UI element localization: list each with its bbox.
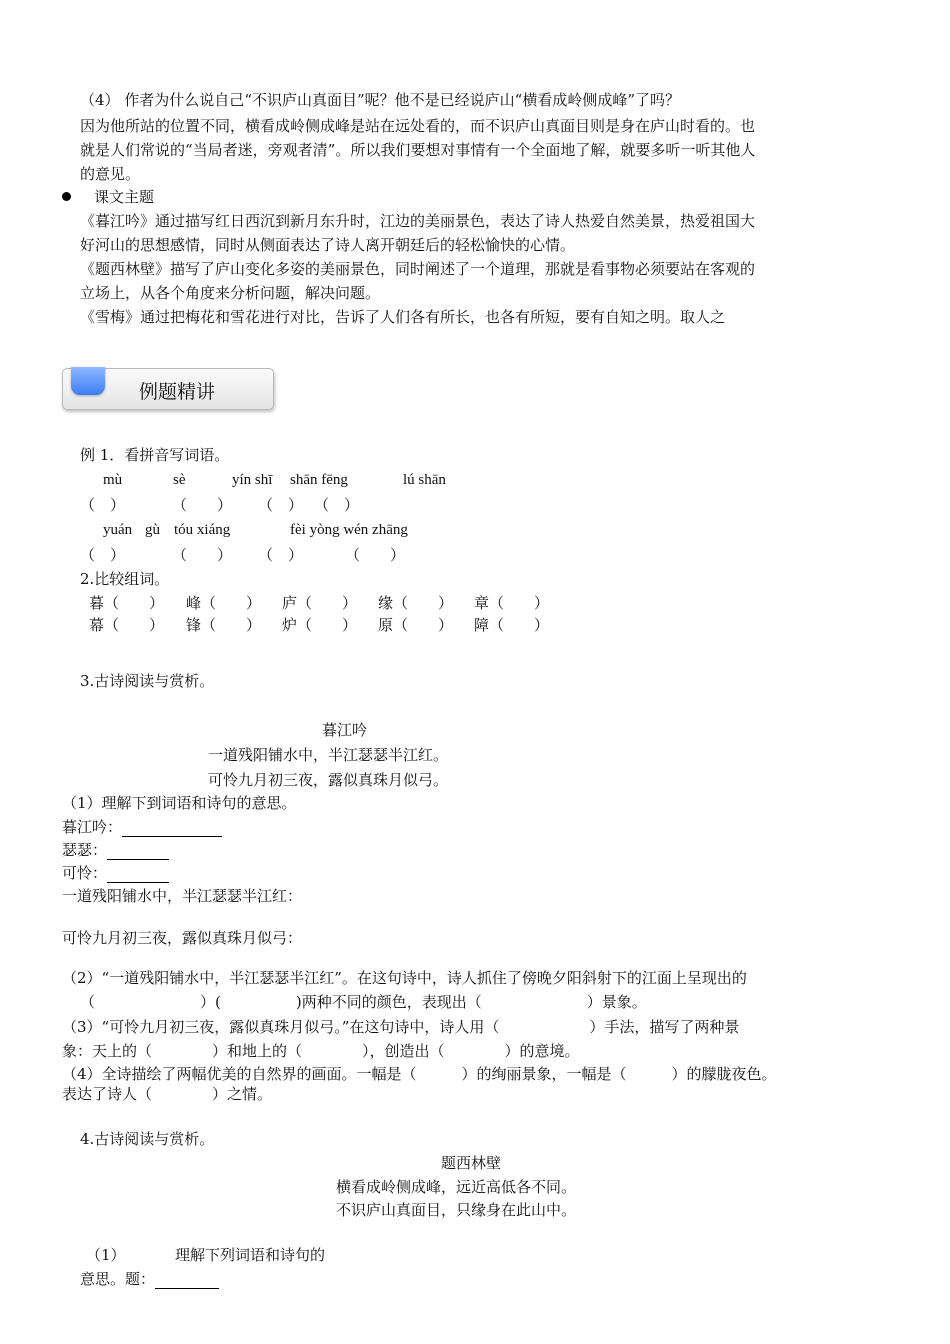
answer-blank[interactable]: [122, 820, 222, 837]
answer-blank[interactable]: [107, 866, 169, 883]
pinyin: yín shī: [232, 472, 273, 488]
bookmark-tab-icon: [71, 367, 105, 395]
answer-bracket[interactable]: （ ）: [314, 496, 360, 514]
poem-line: 可怜九月初三夜，露似真珠月似弓。: [208, 771, 449, 789]
answer-bracket[interactable]: （ ）: [80, 546, 126, 564]
pinyin: sè: [173, 472, 186, 488]
answer-blank[interactable]: [107, 843, 169, 860]
pinyin: mù: [103, 472, 123, 488]
ex1-title: 例 1．看拼音写词语。: [80, 446, 230, 464]
compare-item[interactable]: 障（ ）: [474, 616, 550, 634]
ex3-q3-blanks[interactable]: 象：天上的（ ）和地上的（ ），创造出（ ）的意境。: [62, 1042, 580, 1060]
compare-item[interactable]: 庐（ ）: [282, 594, 358, 612]
answer-bracket[interactable]: （ ）: [172, 496, 233, 514]
poem-line: 横看成岭侧成峰，远近高低各不同。: [336, 1178, 577, 1196]
ex3-q4-blanks[interactable]: 表达了诗人（ ）之情。: [62, 1085, 273, 1103]
q4-answer-line: 因为他所站的位置不同，横看成岭侧成峰是站在远处看的，而不识庐山真面目则是身在庐山时看的。也: [80, 117, 756, 135]
section-badge: [62, 368, 274, 410]
ex3-q2: （2）“一道残阳铺水中，半江瑟瑟半江红”。在这句诗中，诗人抓住了傍晚夕阳斜射下的江面上呈现出的: [62, 969, 747, 987]
compare-item[interactable]: 原（ ）: [378, 616, 454, 634]
pinyin: shān fēng: [290, 472, 348, 488]
compare-item[interactable]: 峰（ ）: [186, 594, 262, 612]
ex4-q1-label: （1）: [86, 1246, 126, 1264]
word-row: [62, 863, 169, 883]
q4-answer-line: 就是人们常说的“当局者迷，旁观者清”。所以我们要想对事情有一个全面地了解，就要多听一听其他人: [80, 141, 756, 159]
theme-line: 《题西林壁》描写了庐山变化多姿的美丽景色，同时阐述了一个道理，那就是看事物必须要站在客观的: [80, 260, 756, 278]
ex3-q3: （3）“可怜九月初三夜，露似真珠月似弓。”在这句诗中，诗人用（ ）手法，描写了两种景: [62, 1018, 740, 1036]
compare-item[interactable]: 缘（ ）: [378, 594, 454, 612]
word-label: 意思。题：: [80, 1270, 156, 1288]
sentence-label: 可怜九月初三夜，露似真珠月似弓：: [62, 929, 303, 947]
ex3-q1: （1）理解下到词语和诗句的意思。: [62, 794, 297, 812]
compare-item[interactable]: 幕（ ）: [89, 616, 165, 634]
compare-item[interactable]: 暮（ ）: [89, 594, 165, 612]
bullet-icon: [62, 192, 71, 201]
ex3-q4: （4）全诗描绘了两幅优美的自然界的画面。一幅是（ ）的绚丽景象，一幅是（ ）的朦胧夜色。: [62, 1065, 777, 1083]
theme-line: 《雪梅》通过把梅花和雪花进行对比，告诉了人们各有所长，也各有所短，要有自知之明。取人之: [80, 308, 726, 326]
ex4-q1-text: 理解下列词语和诗句的: [175, 1246, 326, 1264]
word-row: [80, 1269, 219, 1289]
pinyin: fèi yòng wén zhāng: [290, 522, 408, 538]
ex3-title: 3.古诗阅读与赏析。: [80, 672, 215, 690]
poem-line: 不识庐山真面目，只缘身在此山中。: [336, 1201, 577, 1219]
sentence-label: 一道残阳铺水中，半江瑟瑟半江红：: [62, 887, 303, 905]
answer-bracket[interactable]: （ ）: [258, 546, 304, 564]
theme-heading: 课文主题: [94, 188, 155, 206]
ex2-title: 2.比较组词。: [80, 570, 170, 588]
word-label: 可怜：: [62, 864, 108, 882]
word-row: [62, 817, 222, 837]
q4-answer-line: 的意见。: [80, 165, 141, 183]
word-label: 瑟瑟：: [62, 841, 108, 859]
ex3-q2-blanks[interactable]: （ ）( )两种不同的颜色，表现出（ ）景象。: [80, 993, 647, 1011]
pinyin: lú shān: [403, 472, 446, 488]
answer-blank[interactable]: [155, 1272, 219, 1289]
pinyin: yuán: [103, 522, 133, 538]
compare-item[interactable]: 炉（ ）: [282, 616, 358, 634]
word-row: [62, 840, 169, 860]
section-badge-title: 例题精讲: [139, 381, 216, 403]
pinyin: gù: [145, 522, 160, 538]
pinyin: tóu xiáng: [174, 522, 231, 538]
answer-bracket[interactable]: （ ）: [80, 496, 126, 514]
ex4-title: 4.古诗阅读与赏析。: [80, 1130, 215, 1148]
answer-bracket[interactable]: （ ）: [172, 546, 233, 564]
answer-bracket[interactable]: （ ）: [258, 496, 304, 514]
answer-bracket[interactable]: （ ）: [345, 546, 406, 564]
theme-line: 好河山的思想感情，同时从侧面表达了诗人离开朝廷后的轻松愉快的心情。: [80, 236, 576, 254]
theme-line: 立场上，从各个角度来分析问题，解决问题。: [80, 284, 381, 302]
word-label: 暮江吟：: [62, 818, 123, 836]
theme-line: 《暮江吟》通过描写红日西沉到新月东升时，江边的美丽景色，表达了诗人热爱自然美景，热爱祖国大: [80, 212, 756, 230]
q4-question: （4） 作者为什么说自己“不识庐山真面目”呢？他不是已经说庐山“横看成岭侧成峰”了吗？: [80, 91, 680, 109]
compare-item[interactable]: 锋（ ）: [186, 616, 262, 634]
poem-line: 一道残阳铺水中，半江瑟瑟半江红。: [208, 746, 449, 764]
poem-title: 暮江吟: [322, 721, 368, 739]
poem-title: 题西林壁: [441, 1154, 502, 1172]
compare-item[interactable]: 章（ ）: [474, 594, 550, 612]
